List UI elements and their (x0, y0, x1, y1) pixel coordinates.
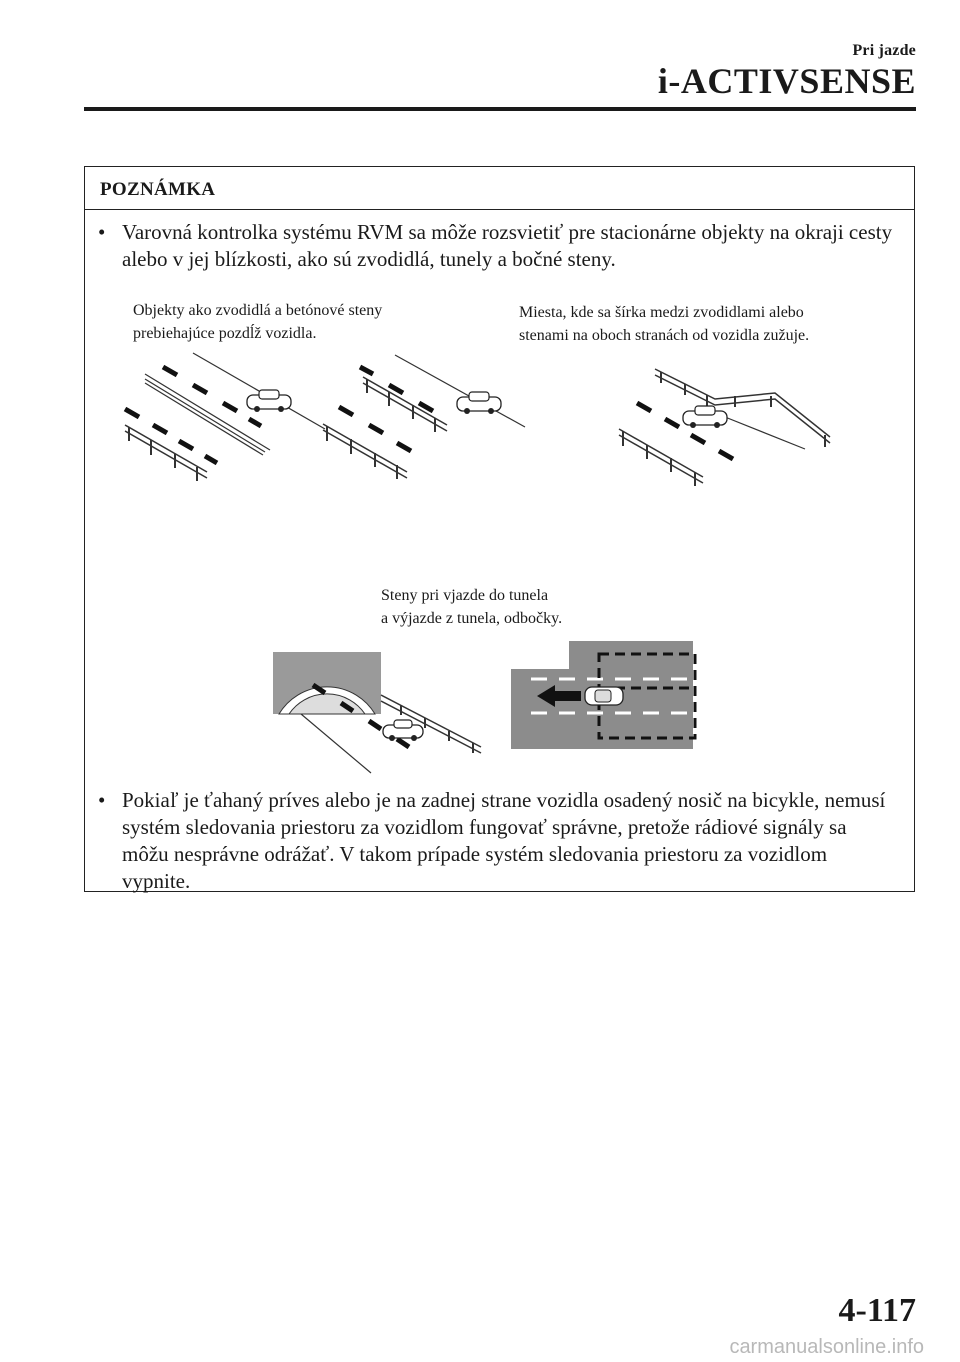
bullet-icon: • (98, 788, 106, 812)
car-icon (683, 406, 727, 428)
note-box (84, 166, 915, 892)
branch-lane-illustration (511, 641, 695, 749)
double-guardrail-illustration (323, 355, 525, 479)
watermark: carmanualsonline.info (729, 1336, 924, 1358)
bullet-item (98, 787, 898, 895)
section-label: Pri jazde (852, 42, 916, 59)
car-icon (247, 390, 291, 412)
header-rule (84, 107, 916, 111)
caption-guardrails: Objekty ako zvodidlá a betónové steny prebiehajúce pozdĺž vozidla. (133, 302, 383, 342)
bullet-text: Varovná kontrolka systému RVM sa môže rozsvietiť pre stacionárne objekty na okraji cesty alebo v jej blízkosti, ako sú zvodidlá, tunely a bočné steny. (122, 220, 893, 271)
bullet-text: Pokiaľ je ťahaný príves alebo je na zadnej strane vozidla osadený nosič na bicykle, nemusí systém sledovania priestoru za vozidlom fungovať správne, pretože rádiové signály sa môžu nesprávne odrážať. V takom prípade systém sledovania priestoru za vozidlom vypnite. (122, 788, 886, 893)
caption-narrowing: Miesta, kde sa šírka medzi zvodidlami alebo stenami na oboch stranách od vozidla zužuje. (519, 304, 810, 344)
chapter-title: i-ACTIVSENSE (657, 61, 916, 101)
illustrations (85, 167, 914, 891)
narrowing-road-illustration (619, 369, 830, 486)
car-icon (457, 392, 501, 414)
bullet-icon: • (98, 220, 106, 244)
note-title: POZNÁMKA (100, 179, 216, 200)
car-icon (585, 687, 623, 705)
car-icon (383, 720, 423, 741)
guardrail-road-illustration (125, 353, 325, 481)
tunnel-illustration (273, 652, 481, 773)
page-number: 4-117 (838, 1292, 916, 1329)
caption-tunnel: Steny pri vjazde do tunela a výjazde z tunela, odbočky. (381, 587, 563, 627)
